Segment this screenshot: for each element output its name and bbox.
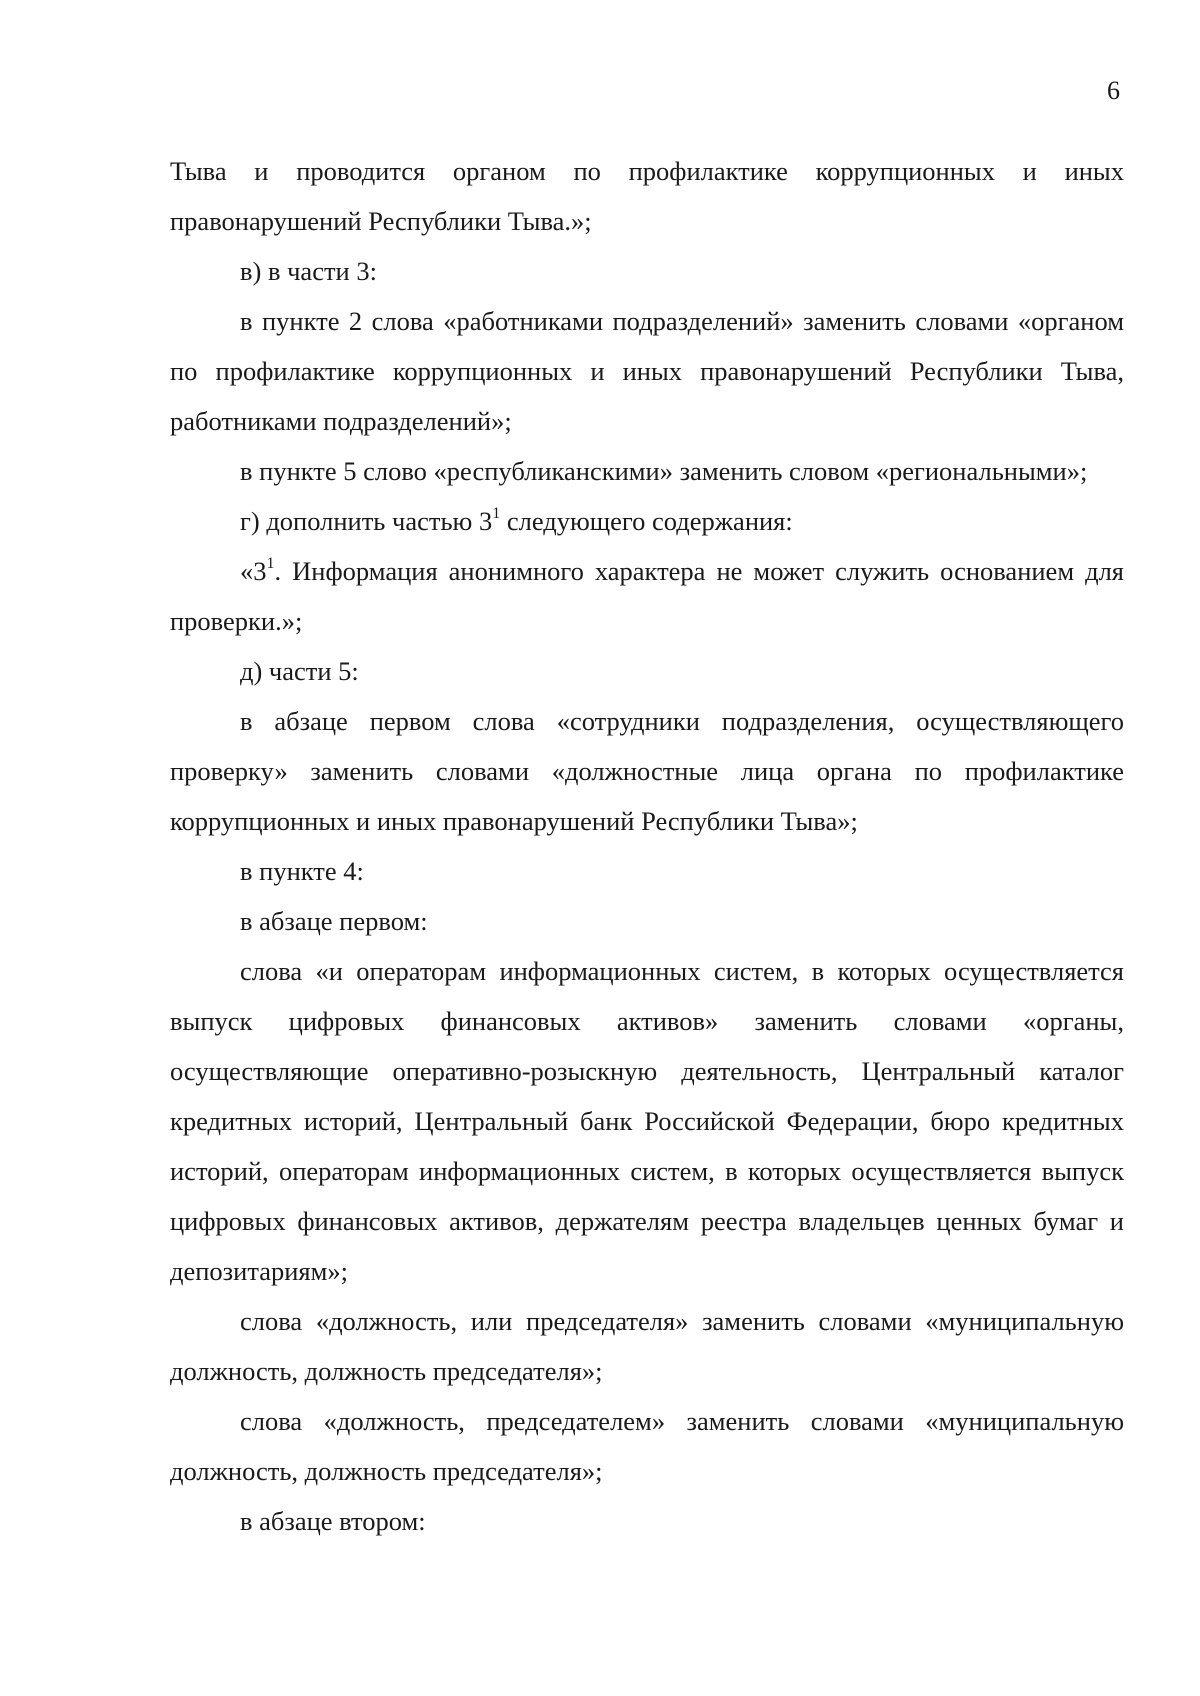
document-body xyxy=(170,146,1124,1546)
paragraph-abzac-first: в абзаце первом: xyxy=(240,906,428,936)
paragraph-item-v: в) в части 3: xyxy=(240,256,377,286)
paragraph-item-g-text: г) дополнить частью 3 xyxy=(240,506,493,536)
paragraph-part-3-1-text-end: . Информация анонимного характера не может служить основанием для проверки.»; xyxy=(170,556,1124,636)
paragraph-continuation: Тыва и проводится органом по профилактике коррупционных и иных правонарушений Республики Тыва.»; xyxy=(170,156,1124,236)
paragraph-item-g xyxy=(170,496,1124,546)
paragraph-first-abzac: в абзаце первом слова «сотрудники подразделения, осуществляющего проверку» заменить словами «должностные лица органа по профилактике коррупционных и иных правонарушений Республики Тыва»; xyxy=(170,706,1124,836)
page-number: 6 xyxy=(1107,76,1120,105)
paragraph-point-5: в пункте 5 слово «республиканскими» заменить словом «региональными»; xyxy=(240,456,1088,486)
paragraph-abzac-second: в абзаце втором: xyxy=(240,1506,426,1536)
paragraph-operators: слова «и операторам информационных систем, в которых осуществляется выпуск цифровых финансовых активов» заменить словами «органы, осуществляющие оперативно-розыскную деятельность, Центральный каталог кредитных историй, Центральный банк Российской Федерации, бюро кредитных историй, операторам информационных систем, в которых осуществляется выпуск цифровых финансовых активов, держателям реестра владельцев ценных бумаг и депозитариям»; xyxy=(170,956,1124,1286)
paragraph-item-g-text-end: следующего содержания: xyxy=(500,506,793,536)
paragraph-point-2: в пункте 2 слова «работниками подразделений» заменить словами «органом по профилактике коррупционных и иных правонарушений Республики Тыва, работниками подразделений»; xyxy=(170,306,1124,436)
superscript: 1 xyxy=(266,555,275,572)
paragraph-position-or-chair: слова «должность, или председателя» заменить словами «муниципальную должность, должность председателя»; xyxy=(170,1306,1124,1386)
paragraph-point-4: в пункте 4: xyxy=(240,856,364,886)
paragraph-position-chairman: слова «должность, председателем» заменить словами «муниципальную должность, должность председателя»; xyxy=(170,1406,1124,1486)
superscript: 1 xyxy=(492,505,501,522)
paragraph-part-3-1 xyxy=(170,546,1124,646)
paragraph-item-d: д) части 5: xyxy=(240,656,359,686)
paragraph-part-3-1-text: «3 xyxy=(240,556,267,586)
